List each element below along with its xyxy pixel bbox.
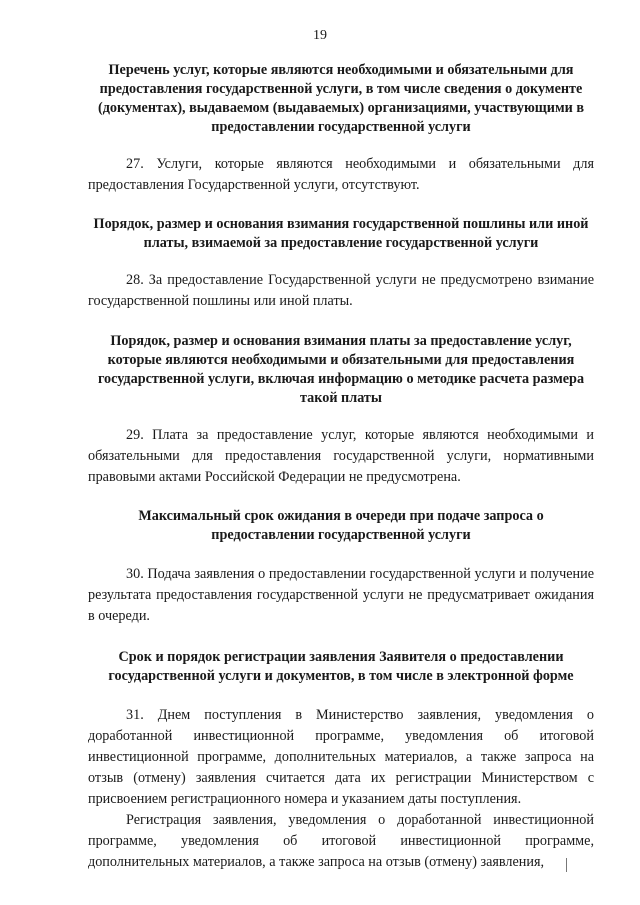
section-heading-fee-for-services: Порядок, размер и основания взимания платы за предоставление услуг, которые являются необходимыми и обязательными для предоставления государственной услуги, включая информацию о методике расчета размера такой платы (97, 333, 585, 406)
section-heading-registration: Срок и порядок регистрации заявления Заявителя о предоставлении государственной услуги и документов, в том числе в электронной форме (108, 649, 574, 684)
scan-margin-mark (566, 858, 567, 872)
paragraph-31-continuation: Регистрация заявления, уведомления о доработанной инвестиционной программе, уведомления об итоговой инвестиционной программе, дополнительных материалов, а также запроса на отзыв (отмену) заявления, (88, 812, 594, 870)
paragraph-30: 30. Подача заявления о предоставлении государственной услуги и получение результата предоставления государственной услуги не предусматривает ожидания в очереди. (88, 566, 594, 624)
paragraph-28: 28. За предоставление Государственной услуги не предусмотрено взимание государственной пошлины или иной платы. (88, 272, 594, 309)
paragraph-29: 29. Плата за предоставление услуг, которые являются необходимыми и обязательными для предоставления государственной услуги, нормативными правовыми актами Российской Федерации не предусмотрена. (88, 427, 594, 485)
section-heading-required-services: Перечень услуг, которые являются необходимыми и обязательными для предоставления государственной услуги, в том числе сведения о документе (документах), выдаваемом (выдаваемых) организациями, участвующими в предоставлении государственной услуги (97, 62, 584, 135)
paragraph-31: 31. Днем поступления в Министерство заявления, уведомления о доработанной инвестиционной программе, уведомления об итоговой инвестиционной программе, дополнительных материалов, а также запроса на отзыв (отмену) заявления считается дата их регистрации Министерством с присвоением регистрационного номера и указанием даты поступления. (88, 707, 594, 807)
document-body (88, 61, 594, 873)
section-heading-queue-waiting-time: Максимальный срок ожидания в очереди при подаче запроса о предоставлении государственной услуги (138, 508, 544, 543)
paragraph-27: 27. Услуги, которые являются необходимыми и обязательными для предоставления Государственной услуги, отсутствуют. (88, 156, 594, 193)
section-heading-state-fee: Порядок, размер и основания взимания государственной пошлины или иной платы, взимаемой за предоставление государственной услуги (93, 216, 589, 251)
page-number: 19 (313, 28, 327, 43)
